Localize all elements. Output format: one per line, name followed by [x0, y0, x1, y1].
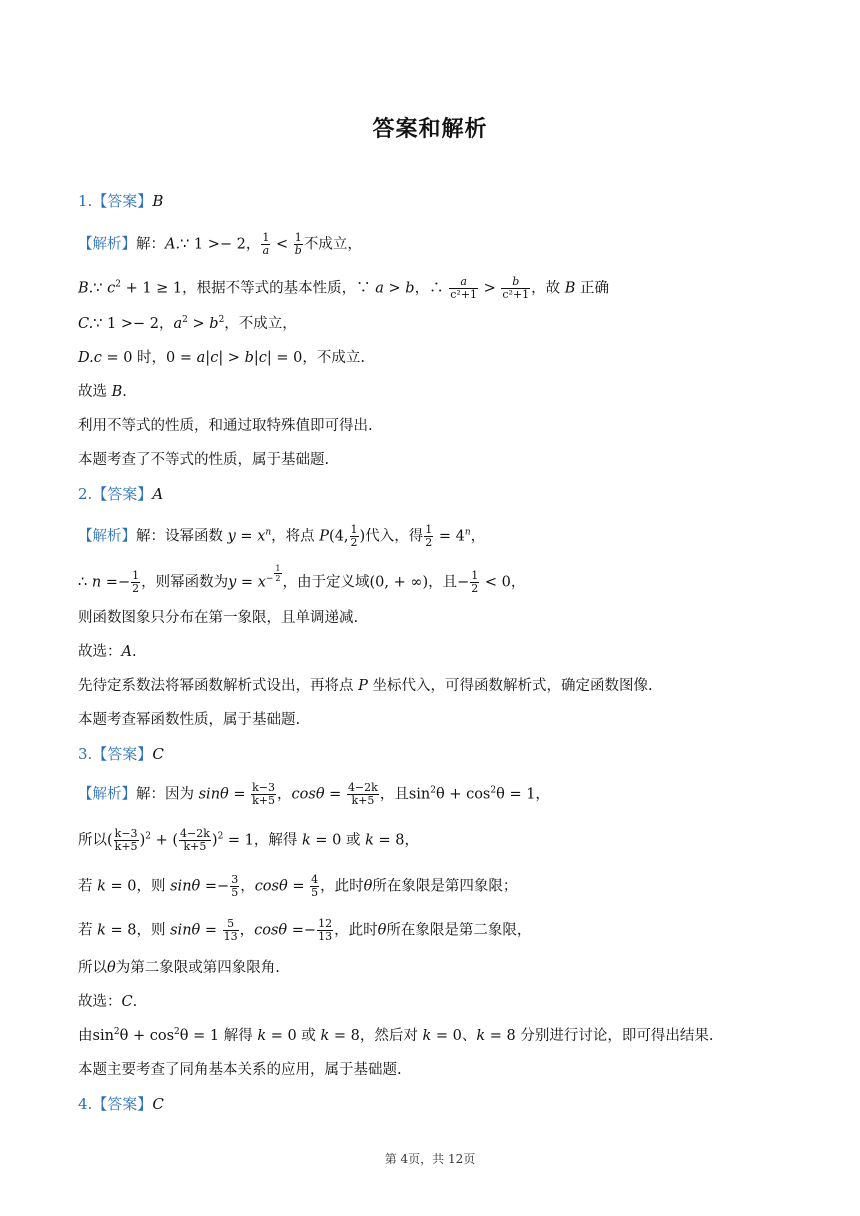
fraction: $\frac{12}{13}$	[318, 917, 333, 943]
q3-line-2: 所以( $\frac{k-3}{k+5}$ )$^2$ + ( $\frac{4-2k}{k+5}$ )$^2$ = 1，解得 k = 0 或 k = 8，	[78, 827, 419, 853]
fraction: $\frac{4-2k}{k+5}$	[180, 827, 210, 853]
analysis-tag: 【解析】	[78, 528, 136, 545]
fraction: $\frac{1}{b}$	[294, 231, 302, 257]
q1-answer: 1.【答案】B	[78, 192, 164, 210]
q1-analysis-line-b: B.∵ $c^2 + 1 \ge 1$，根据不等式的基本性质，∵ a > b，∴ $\frac{a}{\text{c²+1}}$ > $\frac{b}{\text{c²+1}}$ ，故 B 正确	[78, 275, 610, 301]
fraction: $\frac{1}{2}$	[132, 569, 140, 595]
q3-line-8: 本题主要考查了同角基本关系的应用，属于基础题.	[78, 1062, 402, 1078]
q1-method: 利用不等式的性质，和通过取特殊值即可得出.	[78, 418, 373, 434]
q3-line-1: 【解析】解：因为 sinθ = $\frac{k-3}{k+5}$ ，cosθ = $\frac{4-2k}{k+5}$ ，且$\sin^2\theta + \cos^2\theta = 1$，	[78, 781, 550, 807]
q2-line-5: 先待定系数法将幂函数解析式设出，再将点 P 坐标代入，可得函数解析式，确定函数图像.	[78, 678, 653, 694]
page-title: 答案和解析	[372, 117, 488, 142]
q1-comment: 本题考查了不等式的性质，属于基础题.	[78, 452, 330, 468]
q2-line-4: 故选：A.	[78, 644, 137, 660]
fraction: $\frac{a}{\text{c²+1}}$	[450, 275, 477, 301]
analysis-tag: 【解析】	[78, 236, 136, 253]
q3-line-3: 若 k = 0，则 sinθ =− $\frac{3}{5}$ ，cosθ = $\frac{4}{5}$ ，此时θ所在象限是第四象限；	[78, 873, 518, 899]
analysis-tag: 【解析】	[78, 786, 136, 803]
q1-conclusion: 故选 B.	[78, 384, 127, 400]
fraction: $\frac{3}{5}$	[231, 873, 239, 899]
fraction: $\frac{5}{13}$	[223, 917, 238, 943]
q2-line-3: 则函数图象只分布在第一象限，且单调递减.	[78, 610, 359, 626]
fraction: $\frac{k-3}{k+5}$	[252, 781, 276, 807]
q2-answer: 2.【答案】A	[78, 485, 164, 503]
q2-line-6: 本题考查幂函数性质，属于基础题.	[78, 712, 301, 728]
fraction: $\frac{1}{2}$	[471, 569, 479, 595]
q3-line-7: 由$\sin^2\theta + \cos^2\theta = 1$ 解得 k = 0 或 k = 8，然后对 k = 0、k = 8 分别进行讨论，即可得出结果.	[78, 1027, 714, 1044]
q2-line-2: ∴ n =− $\frac{1}{2}$ ，则幂函数为$y = x^{- \frac{1}{2}}$ ，由于定义域(0, + ∞)，且− $\frac{1}{2}$ < 0，	[78, 564, 526, 595]
q1-analysis-line-d: D.c = 0 时，0 = a|c| > b|c| = 0，不成立.	[78, 350, 365, 366]
fraction: $\frac{b}{\text{c²+1}}$	[502, 275, 530, 301]
answer-label: 3.【答案】	[78, 745, 153, 763]
fraction: $\frac{1}{2}$	[425, 523, 433, 549]
answer-label: 4.【答案】	[78, 1095, 153, 1113]
q3-line-6: 故选：C.	[78, 994, 138, 1010]
q3-line-4: 若 k = 8，则 sinθ = $\frac{5}{13}$ ，cosθ =− $\frac{12}{13}$ ，此时θ所在象限是第二象限，	[78, 917, 532, 943]
answer-label: 2.【答案】	[78, 485, 153, 503]
q4-answer: 4.【答案】C	[78, 1095, 164, 1113]
answer-label: 1.【答案】	[78, 192, 153, 210]
fraction: $\frac{4-2k}{k+5}$	[347, 781, 378, 807]
q3-line-5: 所以θ为第二象限或第四象限角.	[78, 960, 280, 976]
page-footer: 第 4页，共 12页	[384, 1152, 476, 1166]
q1-analysis-line-c: C.∵ 1 >− 2，$a^2 > b^2$，不成立，	[78, 315, 297, 332]
fraction: $\frac{4}{5}$	[311, 873, 319, 899]
fraction: $\frac{k-3}{k+5}$	[114, 827, 138, 853]
q2-line-1: 【解析】解：设幂函数 $y = x^n$，将点 P(4, $\frac{1}{2}$ )代入，得 $\frac{1}{2}$ = $4^n$，	[78, 523, 486, 549]
q1-analysis-line-a: 【解析】解：A.∵ 1 >− 2， $\frac{1}{a}$ < $\frac{1}{b}$ 不成立，	[78, 231, 362, 257]
fraction: $\frac{1}{a}$	[262, 231, 270, 257]
fraction: $\frac{1}{2}$	[350, 523, 358, 549]
q3-answer: 3.【答案】C	[78, 745, 164, 763]
